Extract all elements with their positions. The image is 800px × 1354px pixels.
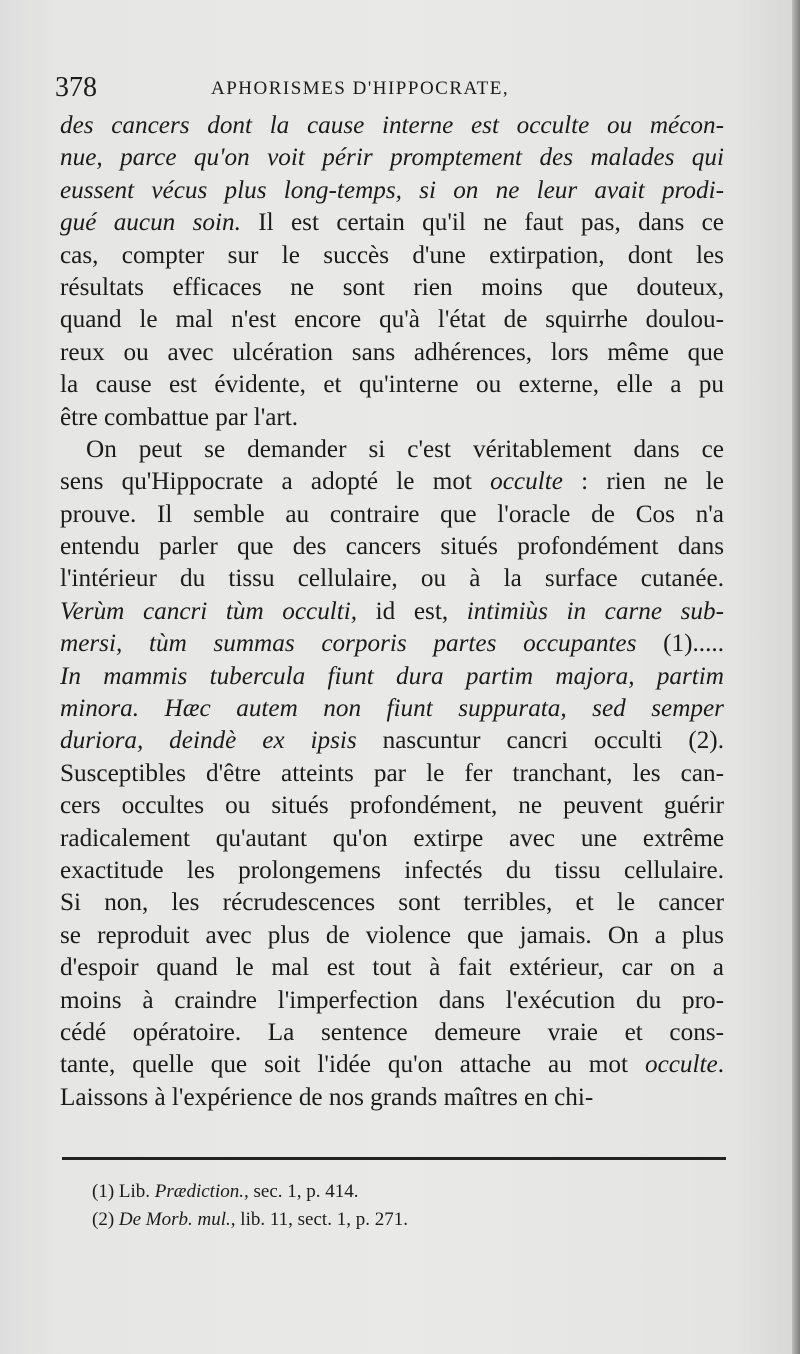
text-line	[60, 175, 724, 207]
footnotes	[92, 1178, 592, 1234]
text-line	[60, 369, 724, 401]
text-line	[60, 823, 724, 855]
italic-segment: duriora, deindè ex ipsis	[60, 727, 357, 755]
text-line	[60, 952, 724, 984]
text-segment: On peut se demander si c'est véritablement dans ce	[86, 435, 724, 463]
text-segment: exactitude les prolongemens infectés du tissu cellulaire.	[60, 856, 724, 884]
page-edge-shadow	[792, 0, 800, 1354]
running-title: APHORISMES D'HIPPOCRATE,	[211, 78, 510, 99]
text-line	[60, 304, 724, 336]
text-line	[60, 1017, 724, 1049]
footnote-text: (1) Lib.	[92, 1181, 155, 1202]
italic-segment: occulte	[644, 1051, 718, 1079]
text-line	[60, 110, 724, 142]
italic-segment: nue, parce qu'on voit périr promptement des malades qui	[60, 144, 724, 172]
footnote-italic: De Morb. mul.	[118, 1209, 231, 1230]
text-segment: être combattue par l'art.	[60, 403, 299, 431]
footnote-italic: Prædiction.	[154, 1181, 244, 1202]
text-line	[60, 531, 724, 563]
text-line	[60, 240, 724, 272]
text-segment: nascuntur cancri occulti (2).	[356, 727, 724, 755]
footnote-text: (2)	[92, 1209, 119, 1230]
text-segment: entendu parler que des cancers situés profondément dans	[60, 533, 724, 561]
text-segment: radicalement qu'autant qu'on extirpe avec une extrême	[60, 824, 724, 852]
italic-segment: mersi, tùm summas corporis partes occupantes	[60, 630, 637, 658]
text-line	[60, 142, 724, 174]
text-line	[60, 693, 724, 725]
text-segment: Il est certain qu'il ne faut pas, dans ce	[240, 209, 724, 237]
italic-segment: intimiùs in carne sub-	[466, 597, 724, 625]
text-segment: : rien ne le	[562, 468, 724, 496]
italic-segment: Verùm cancri tùm occulti,	[60, 597, 358, 625]
text-segment: moins à craindre l'imperfection dans l'exécution du pro-	[60, 986, 724, 1014]
text-segment: se reproduit avec plus de violence que jamais. On a plus	[60, 921, 724, 949]
text-segment: d'espoir quand le mal est tout à fait extérieur, car on a	[60, 954, 724, 982]
page-header	[55, 70, 745, 106]
text-segment: .	[717, 1051, 724, 1079]
text-line	[60, 434, 724, 466]
text-line	[60, 272, 724, 304]
footnote-text: , lib. 11, sect. 1, p. 271.	[230, 1209, 408, 1230]
text-line	[60, 207, 724, 239]
text-line	[60, 628, 724, 660]
text-line	[60, 887, 724, 919]
text-line	[60, 725, 724, 757]
italic-segment: gué aucun soin.	[60, 209, 241, 237]
text-segment: prouve. Il semble au contraire que l'oracle de Cos n'a	[60, 500, 724, 528]
italic-segment: minora. Hæc autem non fiunt suppurata, sed semper	[60, 695, 724, 723]
text-line	[60, 402, 724, 434]
body-text	[60, 110, 724, 1114]
italic-segment: des cancers dont la cause interne est occulte ou mécon-	[60, 112, 724, 139]
text-segment: la cause est évidente, et qu'interne ou externe, elle a pu	[60, 371, 724, 399]
text-line	[60, 466, 724, 498]
text-segment: sens qu'Hippocrate a adopté le mot	[60, 468, 491, 496]
text-segment: résultats efficaces ne sont rien moins que douteux,	[60, 273, 724, 301]
text-segment: Susceptibles d'être atteints par le fer tranchant, les can-	[60, 759, 724, 787]
text-segment: cédé opératoire. La sentence demeure vraie et cons-	[60, 1018, 724, 1046]
footnote-text: , sec. 1, p. 414.	[244, 1181, 359, 1202]
text-line	[60, 855, 724, 887]
italic-segment: In mammis tubercula fiunt dura partim majora, partim	[60, 662, 724, 690]
text-line	[60, 790, 724, 822]
footnote-rule	[62, 1157, 726, 1160]
text-line	[60, 661, 724, 693]
text-line	[60, 1082, 724, 1114]
text-line	[60, 985, 724, 1017]
text-line	[60, 758, 724, 790]
footnote	[92, 1178, 592, 1206]
text-line	[60, 563, 724, 595]
text-segment: cers occultes ou situés profondément, ne peuvent guérir	[60, 792, 724, 820]
page-number: 378	[55, 72, 97, 103]
text-segment: cas, compter sur le succès d'une extirpation, dont les	[60, 241, 724, 269]
text-segment: Laissons à l'expérience de nos grands maîtres en chi-	[60, 1083, 594, 1111]
text-line	[60, 596, 724, 628]
text-segment: quand le mal n'est encore qu'à l'état de squirrhe doulou-	[60, 306, 724, 334]
text-segment: tante, quelle que soit l'idée qu'on attache au mot	[60, 1051, 645, 1079]
italic-segment: eussent vécus plus long-temps, si on ne leur avait prodi-	[60, 176, 724, 204]
text-segment: Si non, les récrudescences sont terribles, et le cancer	[60, 889, 724, 917]
text-segment: id est,	[357, 597, 467, 625]
italic-segment: occulte	[490, 468, 563, 496]
text-line	[60, 499, 724, 531]
text-line	[60, 920, 724, 952]
text-segment: l'intérieur du tissu cellulaire, ou à la surface cutanée.	[60, 565, 724, 593]
text-line	[60, 1049, 724, 1081]
text-line	[60, 337, 724, 369]
text-segment: (1).....	[636, 630, 724, 658]
footnote	[92, 1206, 592, 1234]
text-segment: reux ou avec ulcération sans adhérences, lors même que	[60, 338, 724, 366]
